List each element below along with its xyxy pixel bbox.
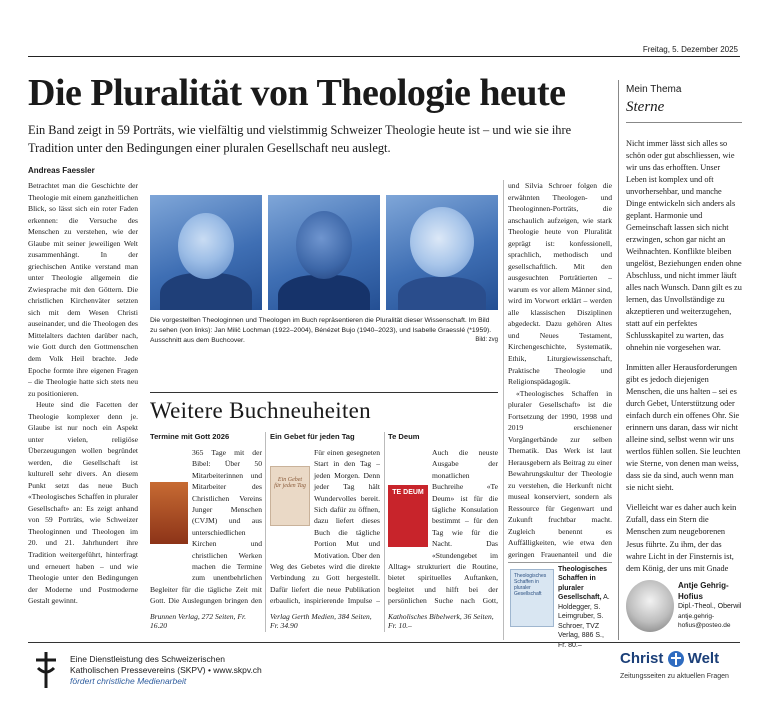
column-kicker: Mein Thema	[626, 84, 682, 95]
paragraph: Betrachtet man die Geschichte der Theologie mit einem ganzheitlichen Blick, so lässt sich ein roter Faden erkennen: die Versuche des Menschen zu verstehen, wie der Glaube mit seiner jeweiligen Welt zusammenhängt. In der griechischen Antike verstand man unter Theologie allgemein die Zwiesprache mit den Göttern. Die christlichen Kirchenväter setzten sich mit dem Wesen Christi auseinander, und die Theologen des Mittelalters dachten darüber nach, wie Gott durch den Gottmenschen dem Volk Heil brachte. Jede Epoche formte ihre eigenen Fragen – die Theologie hatte sich stets neu zu positionieren.	[28, 181, 138, 398]
article-column-1	[28, 180, 138, 610]
author-photo	[626, 580, 674, 632]
book-publisher: Katholisches Bibelwerk, 36 Seiten, Fr. 10.–	[388, 612, 494, 630]
paragraph: Inmitten aller Herausforderungen gibt es jedoch diejenigen Menschen, die uns halten – sei es durch Gebet, Unterstützung oder einfach durch ein offenes Ohr. Sie erinnern uns daran, dass wir nicht alleine sind, selbst wenn wir uns wertlos fühlen sollen. Sie leuchten wie Sterne, von denen man weiss, dass sie da sind, auch wenn man sie nicht sieht.	[626, 363, 741, 493]
brand-tagline: Zeitungsseiten zu aktuellen Fragen	[620, 673, 729, 680]
caption-text: Die vorgestellten Theologinnen und Theologen im Buch repräsentieren die Pluralität dieser Wissenschaft. Im Bild zu sehen (von links): Jan Milič Lochman (1922–2004), Bénézet Bujo (1940–2023), und Isabelle Graesslé (*1959). Ausschnitt aus dem Buchcover.	[150, 317, 492, 344]
author-name: Antje Gehrig-Hofius	[678, 581, 729, 602]
article-author: Andreas Faessler	[28, 166, 95, 175]
book-cover-title: TE DEUM	[392, 489, 424, 496]
paragraph: und Silvia Schroer folgen die erwähnten Theologen- und Theologinnen-Porträts, die anschaulich aufzeigen, wie stark Theologie heute von Pluralität geprägt ist: konfessionell, sprachlich, methodisch und gesellschaftlich. Mit den ausgesuchten Porträtierten – warum es vor allem Männer sind, wird im Vorwort erklärt – werden alle klassischen Disziplinen abgedeckt. Dazu gehören Altes und Neues Testament, Kirchengeschichte, Systematik, Ethik, Liturgiewissenschaft, Praktische Theologie und Religionspädagogik.	[508, 181, 612, 387]
column-divider	[618, 80, 619, 640]
book-text-2	[270, 447, 380, 607]
footer-line: Katholischen Pressevereins (SKPV) • www.skpv.ch	[70, 665, 262, 676]
column-divider	[384, 432, 385, 632]
book-publisher: Brunnen Verlag, 272 Seiten, Fr. 16.20	[150, 612, 246, 630]
headline: Die Pluralität von Theologie heute	[28, 72, 566, 114]
book-description: 365 Tage mit der Bibel: Über 50 Mitarbeiterinnen und Mitarbeiter des Christlichen Vereins Junger Menschen (CVJM) und aus unterschiedlichen Kirchen und christlichen Werken machen die Termine zum unentbehrlichen Begleiter für die tägliche Zeit mit Gott. Die Auslegungen bringen den	[150, 448, 262, 606]
portrait-photo-bujo	[268, 195, 380, 310]
author-email: antje.gehrig-hofius@posteo.de	[678, 613, 731, 630]
column-divider	[265, 432, 266, 632]
footer-rule	[28, 642, 740, 643]
lead-paragraph: Ein Band zeigt in 59 Porträts, wie vielfältig und vielstimmig Schweizer Theologie heute ist – und wie sie ihre Tradition unter den Bedingungen einer pluralen Gesellschaft neu auslegt.	[28, 123, 572, 155]
paragraph: Nicht immer lässt sich alles so schön oder gut abschliessen, wie wir uns das erhofften. Unser Leben ist komplex und oft unvorhersehbar, und manche Dinge entwickeln sich anders als geplant. Harmonie und Gemeinschaft lassen sich nicht erzwingen, schon gar nicht an Weihnachten. Konflikte bleiben ungelöst, Beziehungen enden ohne Abschluss, und nicht immer läuft alles nach Wunsch. Dann gilt es zu lernen, das Unvollständige zu akzeptieren und weiterzugehen, statt auf ein perfektes Schlusskapitel zu warten, das ohnehin nie vorgesehen war.	[626, 139, 742, 353]
book-text-3	[388, 447, 498, 607]
photo-caption	[150, 316, 498, 346]
brand-right: Welt	[687, 650, 720, 667]
author-title: Dipl.-Theol., Oberwil	[678, 603, 742, 611]
book-box-title: Theologisches Schaffen in pluraler Gesellschaft,	[558, 566, 608, 602]
book-item-1	[150, 432, 262, 441]
portrait-photo-lochman	[150, 195, 262, 310]
book-title: Ein Gebet für jeden Tag	[270, 432, 355, 441]
book-box-text	[558, 565, 614, 650]
book-info-box	[508, 562, 612, 649]
book-text-1	[150, 447, 262, 607]
paragraph: Heute sind die Facetten der Theologie komplexer denn je. Glaube ist nur noch ein Aspekt unter vielen, religiöse Überzeugungen wollen begründet werden, die Gesellschaft ist kulturell sehr divers. An diesem Punkt setzt das neue Buch «Theologisches Schaffen in pluraler Gesellschaft» an: Es zeigt anhand von 59 Porträts, wie Schweizer Theologinnen und Theologen im 20. und 21. Jahrhundert ihre Tradition weitergeführt, hinterfragt und erneuert haben – und wie Theologie unter den Bedingungen der Moderne und Postmoderne Gestalt gewinnt.	[28, 400, 138, 606]
issue-date: Freitag, 5. Dezember 2025	[642, 45, 738, 54]
book-item-3	[388, 432, 498, 441]
article-column-3	[508, 180, 612, 560]
footer-line: Eine Dienstleistung des Schweizerischen	[70, 654, 225, 664]
book-description: Auch die neuste Ausgabe der monatlichen Buchreihe «Te Deum» ist für die tägliche Konsulation bestimmt – für den Tag wie für die Nacht. Das «Stundengebet im Alltag» strukturiert die Routine, bietet spirituelles Auftanken, begleitet und hilft bei der persönlichen Suche nach Gott,	[388, 448, 498, 606]
globe-cross-icon	[668, 651, 684, 667]
brand-left: Christ	[620, 650, 664, 667]
footer-tagline: fördert christliche Medienarbeit	[70, 676, 187, 687]
book-item-2	[270, 432, 380, 441]
book-description: Für einen gesegneten Start in den Tag – jeden Morgen. Denn jeder Tag hält Wundervolles bereit. Sich dafür zu öffnen, dazu liefert dieses Buch die tägliche Portion Mut und Motivation. Über den Weg des Gebetes wird die direkte Verbindung zu Gott hergestellt. Dafür liefert die neue Publikation erbaulich, inspirierende Impulse –	[270, 448, 380, 606]
book-title: Te Deum	[388, 432, 420, 441]
section-rule	[150, 392, 498, 393]
column-divider	[503, 180, 504, 640]
book-box-details: A. Holdegger, S. Leimgruber, S. Schroer, TVZ Verlag, 886 S., Fr. 80.–	[558, 594, 610, 649]
skpv-logo-icon	[30, 650, 62, 690]
book-cover-title: Ein Gebet für jeden Tag	[274, 477, 306, 489]
opinion-text	[626, 138, 742, 574]
portrait-photo-graessle	[386, 195, 498, 310]
photo-credit: Bild: zvg	[475, 336, 498, 343]
brand-logo	[620, 650, 719, 667]
column-author	[678, 580, 744, 630]
paragraph: Vielleicht war es daher auch kein Zufall, dass ein Stern die Menschen zum neugeborenen Jesus führte. Zu ihm, der das wahre Licht in der Finsternis ist, dem König, der uns mit Gnade	[626, 503, 737, 573]
opinion-column	[626, 84, 742, 123]
book-title: Termine mit Gott 2026	[150, 432, 230, 441]
book-cover-title: Theologisches Schaffen in pluraler Gesellschaft	[514, 573, 547, 597]
top-rule	[28, 56, 740, 57]
paragraph: «Theologisches Schaffen in pluraler Gesellschaft» ist die Fortsetzung der 1990, 1998 und 2019 erschienener Vorgängerbände zur selben Thematik. Das Werk ist laut Herausgebern als Beitrag zu einer Bewahrungskultur der Theologie zu verstehen, die Herkunft nicht museal konserviert, sondern als Ressource für Gegenwart und Zukunft fruchtbar macht. Zugleich benennt es Auffälligkeiten, wie etwa den geringen Frauenanteil und die	[508, 388, 612, 559]
book-publisher: Verlag Gerth Medien, 384 Seiten, Fr. 34.90	[270, 612, 372, 630]
footer-text	[70, 654, 262, 687]
section-title: Weitere Buchneuheiten	[150, 398, 371, 423]
book-cover	[510, 569, 554, 627]
column-title: Sterne	[626, 99, 742, 123]
